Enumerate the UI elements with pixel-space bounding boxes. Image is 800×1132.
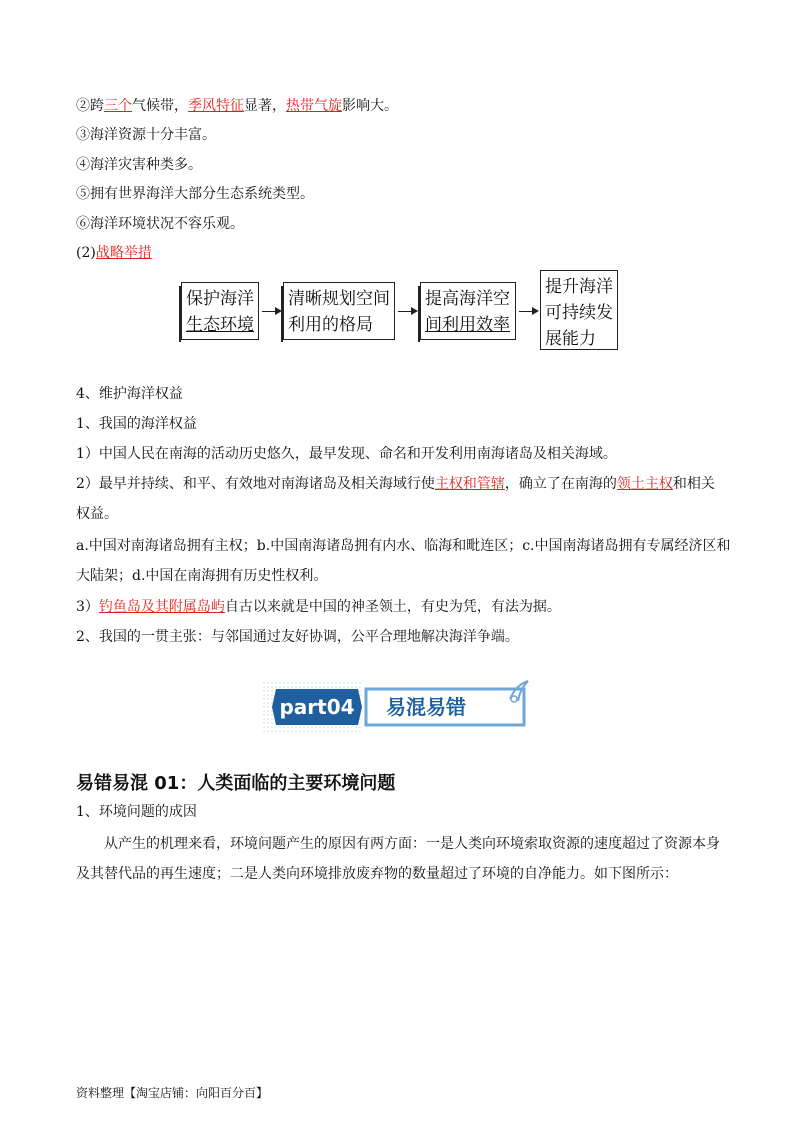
section-sub: 1、环境问题的成因 [76, 804, 197, 820]
part-banner [262, 677, 542, 737]
highlight-monsoon: 季风特征 [188, 98, 244, 114]
flow-arrow-2 [398, 311, 416, 312]
feature-line-5: ⑤拥有世界海洋大部分生态系统类型。 [76, 186, 314, 202]
feature-line-6: ⑥海洋环境状况不容乐观。 [76, 216, 244, 232]
strategy-heading: (2)战略举措 [76, 245, 152, 261]
banner-part-label: part04 [279, 695, 355, 719]
rights-detail: a.中国对南海诸岛拥有主权；b.中国南海诸岛拥有内水、临海和毗连区；c.中国南海诸岛拥有专属经济区和 [76, 538, 731, 554]
banner-title: 易混易错 [386, 695, 466, 719]
rights-point-2-cont: 权益。 [76, 506, 118, 522]
rights-detail-cont: 大陆架；d.中国在南海拥有历史性权利。 [76, 568, 328, 584]
rights-point-1: 1）中国人民在南海的活动历史悠久，最早发现、命名和开发利用南海诸岛及相关海域。 [76, 446, 617, 462]
consistent-position: 2、我国的一贯主张：与邻国通过友好协调，公平合理地解决海洋争端。 [76, 629, 519, 645]
feature-line-2: ②跨三个气候带，季风特征显著，热带气旋影响大。 [76, 98, 398, 114]
feature-line-3: ③海洋资源十分丰富。 [76, 127, 216, 143]
section-4-title: 4、维护海洋权益 [76, 386, 183, 402]
rights-point-2: 2）最早并持续、和平、有效地对南海诸岛及相关海域行使主权和管辖，确立了在南海的领土主权和相关 [76, 476, 715, 492]
flow-box-protect: 保护海洋 生态环境 [181, 282, 259, 340]
feature-line-4: ④海洋灾害种类多。 [76, 157, 202, 173]
footer-source: 资料整理【淘宝店铺：向阳百分百】 [76, 1086, 269, 1100]
flow-arrow-3 [519, 311, 537, 312]
subsection-1-title: 1、我国的海洋权益 [76, 416, 197, 432]
highlight-cyclone: 热带气旋 [286, 98, 342, 114]
section-body: 从产生的机理来看，环境问题产生的原因有两方面：一是人类向环境索取资源的速度超过了资源本身及其替代品的再生速度；二是人类向环境排放废弃物的数量超过了环境的自净能力。如下图所示： [76, 836, 720, 882]
flow-box-sustain: 提升海洋 可持续发 展能力 [540, 270, 618, 350]
flow-box-efficiency: 提高海洋空 间利用效率 [420, 282, 516, 340]
flow-box-plan: 清晰规划空间 利用的格局 [283, 282, 395, 340]
flow-arrow-1 [262, 311, 280, 312]
section-heading: 易错易混 01：人类面临的主要环境问题 [76, 773, 396, 794]
highlight-three-zones: 三个 [104, 98, 132, 114]
rights-point-3: 3）钓鱼岛及其附属岛屿自古以来就是中国的神圣领土，有史为凭，有法为据。 [76, 599, 561, 615]
